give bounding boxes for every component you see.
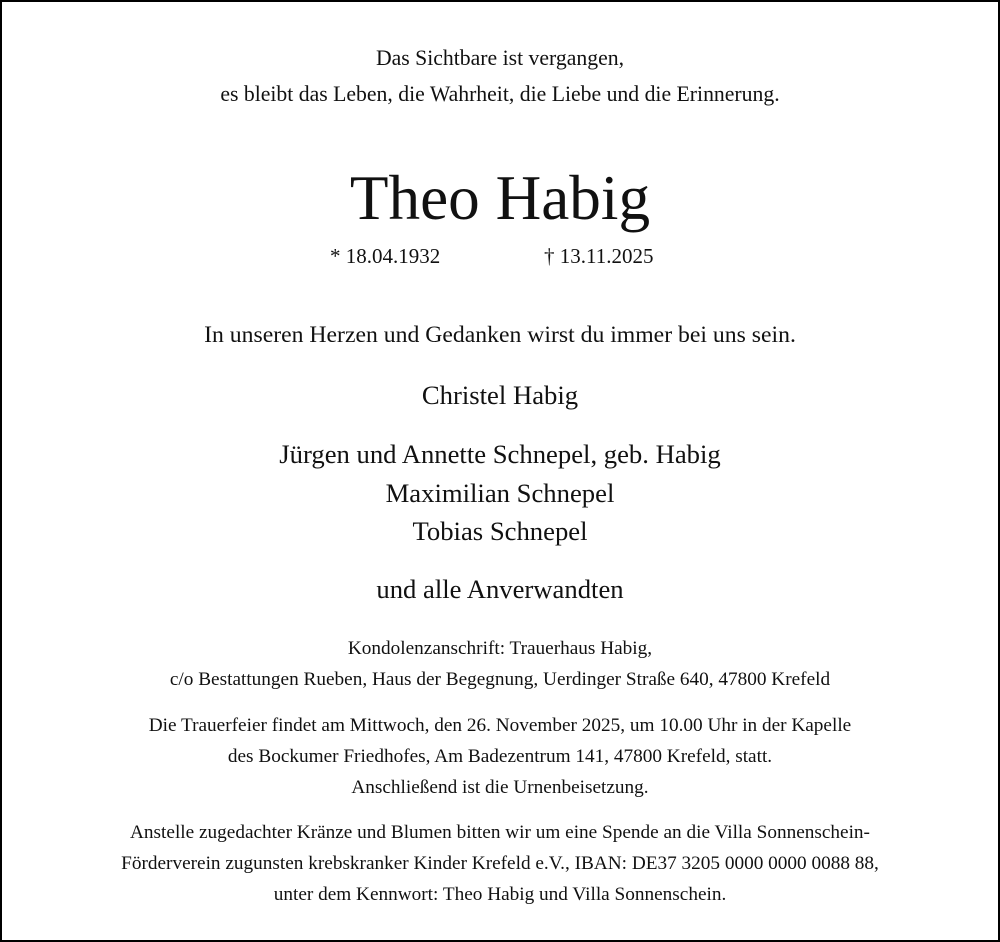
mourner-name: Maximilian Schnepel bbox=[385, 478, 615, 508]
mourner-name: Jürgen und Annette Schnepel, geb. Habig bbox=[279, 439, 721, 469]
condolence-line-2: c/o Bestattungen Rueben, Haus der Begegnung, Uerdinger Straße 640, 47800 Krefeld bbox=[169, 669, 831, 690]
funeral-line-3: Anschließend ist die Urnenbeisetzung. bbox=[351, 777, 649, 798]
funeral-line-1: Die Trauerfeier findet am Mittwoch, den 26. November 2025, um 10.00 Uhr in der Kapelle bbox=[148, 715, 852, 736]
birth-date: * 18.04.1932 bbox=[330, 244, 441, 268]
donation-line-2: Förderverein zugunsten krebskranker Kinder Krefeld e.V., IBAN: DE37 3205 0000 0000 0088 88, bbox=[121, 853, 879, 874]
funeral-line-2: des Bockumer Friedhofes, Am Badezentrum 141, 47800 Krefeld, statt. bbox=[227, 746, 773, 767]
motto-line-2: es bleibt das Leben, die Wahrheit, die Liebe und die Erinnerung. bbox=[220, 82, 780, 106]
mourner-relatives: und alle Anverwandten bbox=[376, 574, 624, 604]
death-date: † 13.11.2025 bbox=[544, 244, 654, 268]
mourner-name: Christel Habig bbox=[421, 380, 579, 410]
mourner-name: Tobias Schnepel bbox=[412, 516, 588, 546]
remembrance-text: In unseren Herzen und Gedanken wirst du immer bei uns sein. bbox=[204, 322, 796, 348]
condolence-line-1: Kondolenzanschrift: Trauerhaus Habig, bbox=[347, 638, 653, 659]
donation-line-1: Anstelle zugedachter Kränze und Blumen bitten wir um eine Spende an die Villa Sonnenschein- bbox=[130, 822, 870, 843]
deceased-name: Theo Habig bbox=[349, 163, 651, 233]
motto-line-1: Das Sichtbare ist vergangen, bbox=[375, 46, 625, 70]
donation-line-3: unter dem Kennwort: Theo Habig und Villa Sonnenschein. bbox=[273, 884, 727, 905]
